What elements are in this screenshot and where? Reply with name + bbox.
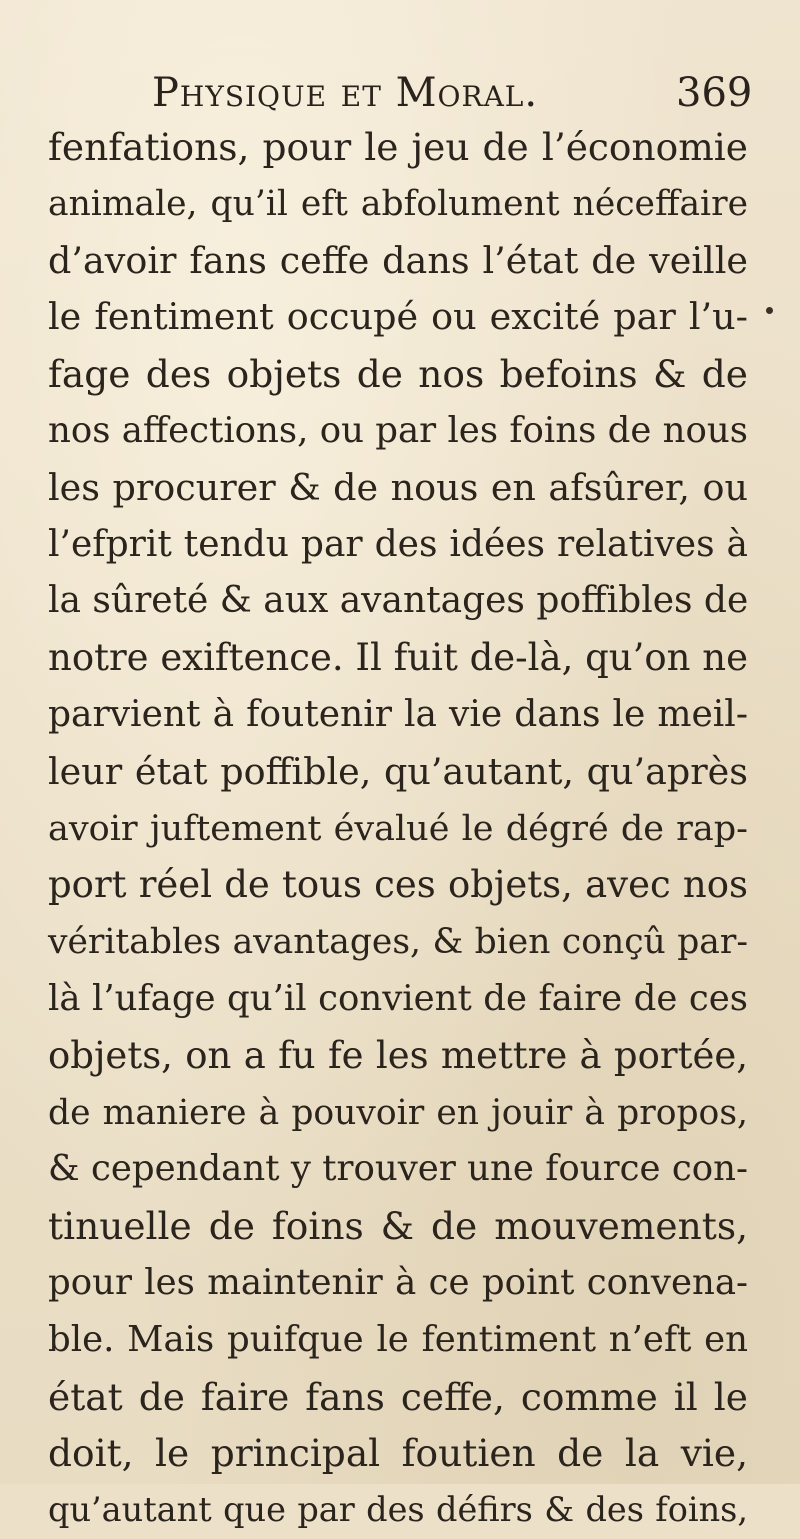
text-line: & cependant y trouver une fource con- [48,1148,748,1190]
ink-speck [766,307,773,314]
text-line: le fentiment occupé ou excité par l’u- [48,295,748,339]
text-line: là l’ufage qu’il convient de faire de ces [48,977,748,1019]
text-line: de maniere à pouvoir en jouir à propos, [48,1092,748,1133]
text-line: pour les maintenir à ce point convena- [48,1261,748,1303]
text-line: animale, qu’il eft abfolument néceffaire [48,183,748,224]
body-text [48,119,748,1539]
text-line: doit, le principal foutien de la vie, [48,1431,748,1476]
text-line: qu’autant que par des défirs & des foins, [48,1490,748,1530]
text-line: leur état poffible, qu’autant, qu’après [48,749,748,793]
text-line: objets, on a fu fe les mettre à portée, [48,1033,748,1077]
page-number: 369 [676,70,753,116]
text-line: la sûreté & aux avantages poffibles de [48,580,749,622]
running-title: Physique et Moral. [152,70,539,116]
text-line: fenfations, pour le jeu de l’économie [48,125,748,169]
text-line: notre exiftence. Il fuit de-là, qu’on ne [48,636,748,680]
text-line: d’avoir fans ceffe dans l’état de veille [48,238,748,282]
text-line: tinuelle de foins & de mouvements, [48,1204,748,1249]
text-line: l’efprit tendu par des idées relatives à [48,523,748,565]
text-line: fage des objets de nos befoins & de [48,352,748,397]
text-line: avoir juftement évalué le dégré de rap- [48,808,748,849]
text-line: parvient à foutenir la vie dans le meil- [48,693,748,735]
text-line: nos affections, ou par les foins de nous [48,409,748,451]
text-line: état de faire fans ceffe, comme il le [48,1374,748,1419]
text-line: véritables avantages, & bien conçû par- [48,922,748,963]
text-line: les procurer & de nous en afsûrer, ou [48,465,748,509]
text-line: ble. Mais puifque le fentiment n’eft en [48,1318,748,1360]
text-line: port réel de tous ces objets, avec nos [48,863,748,907]
